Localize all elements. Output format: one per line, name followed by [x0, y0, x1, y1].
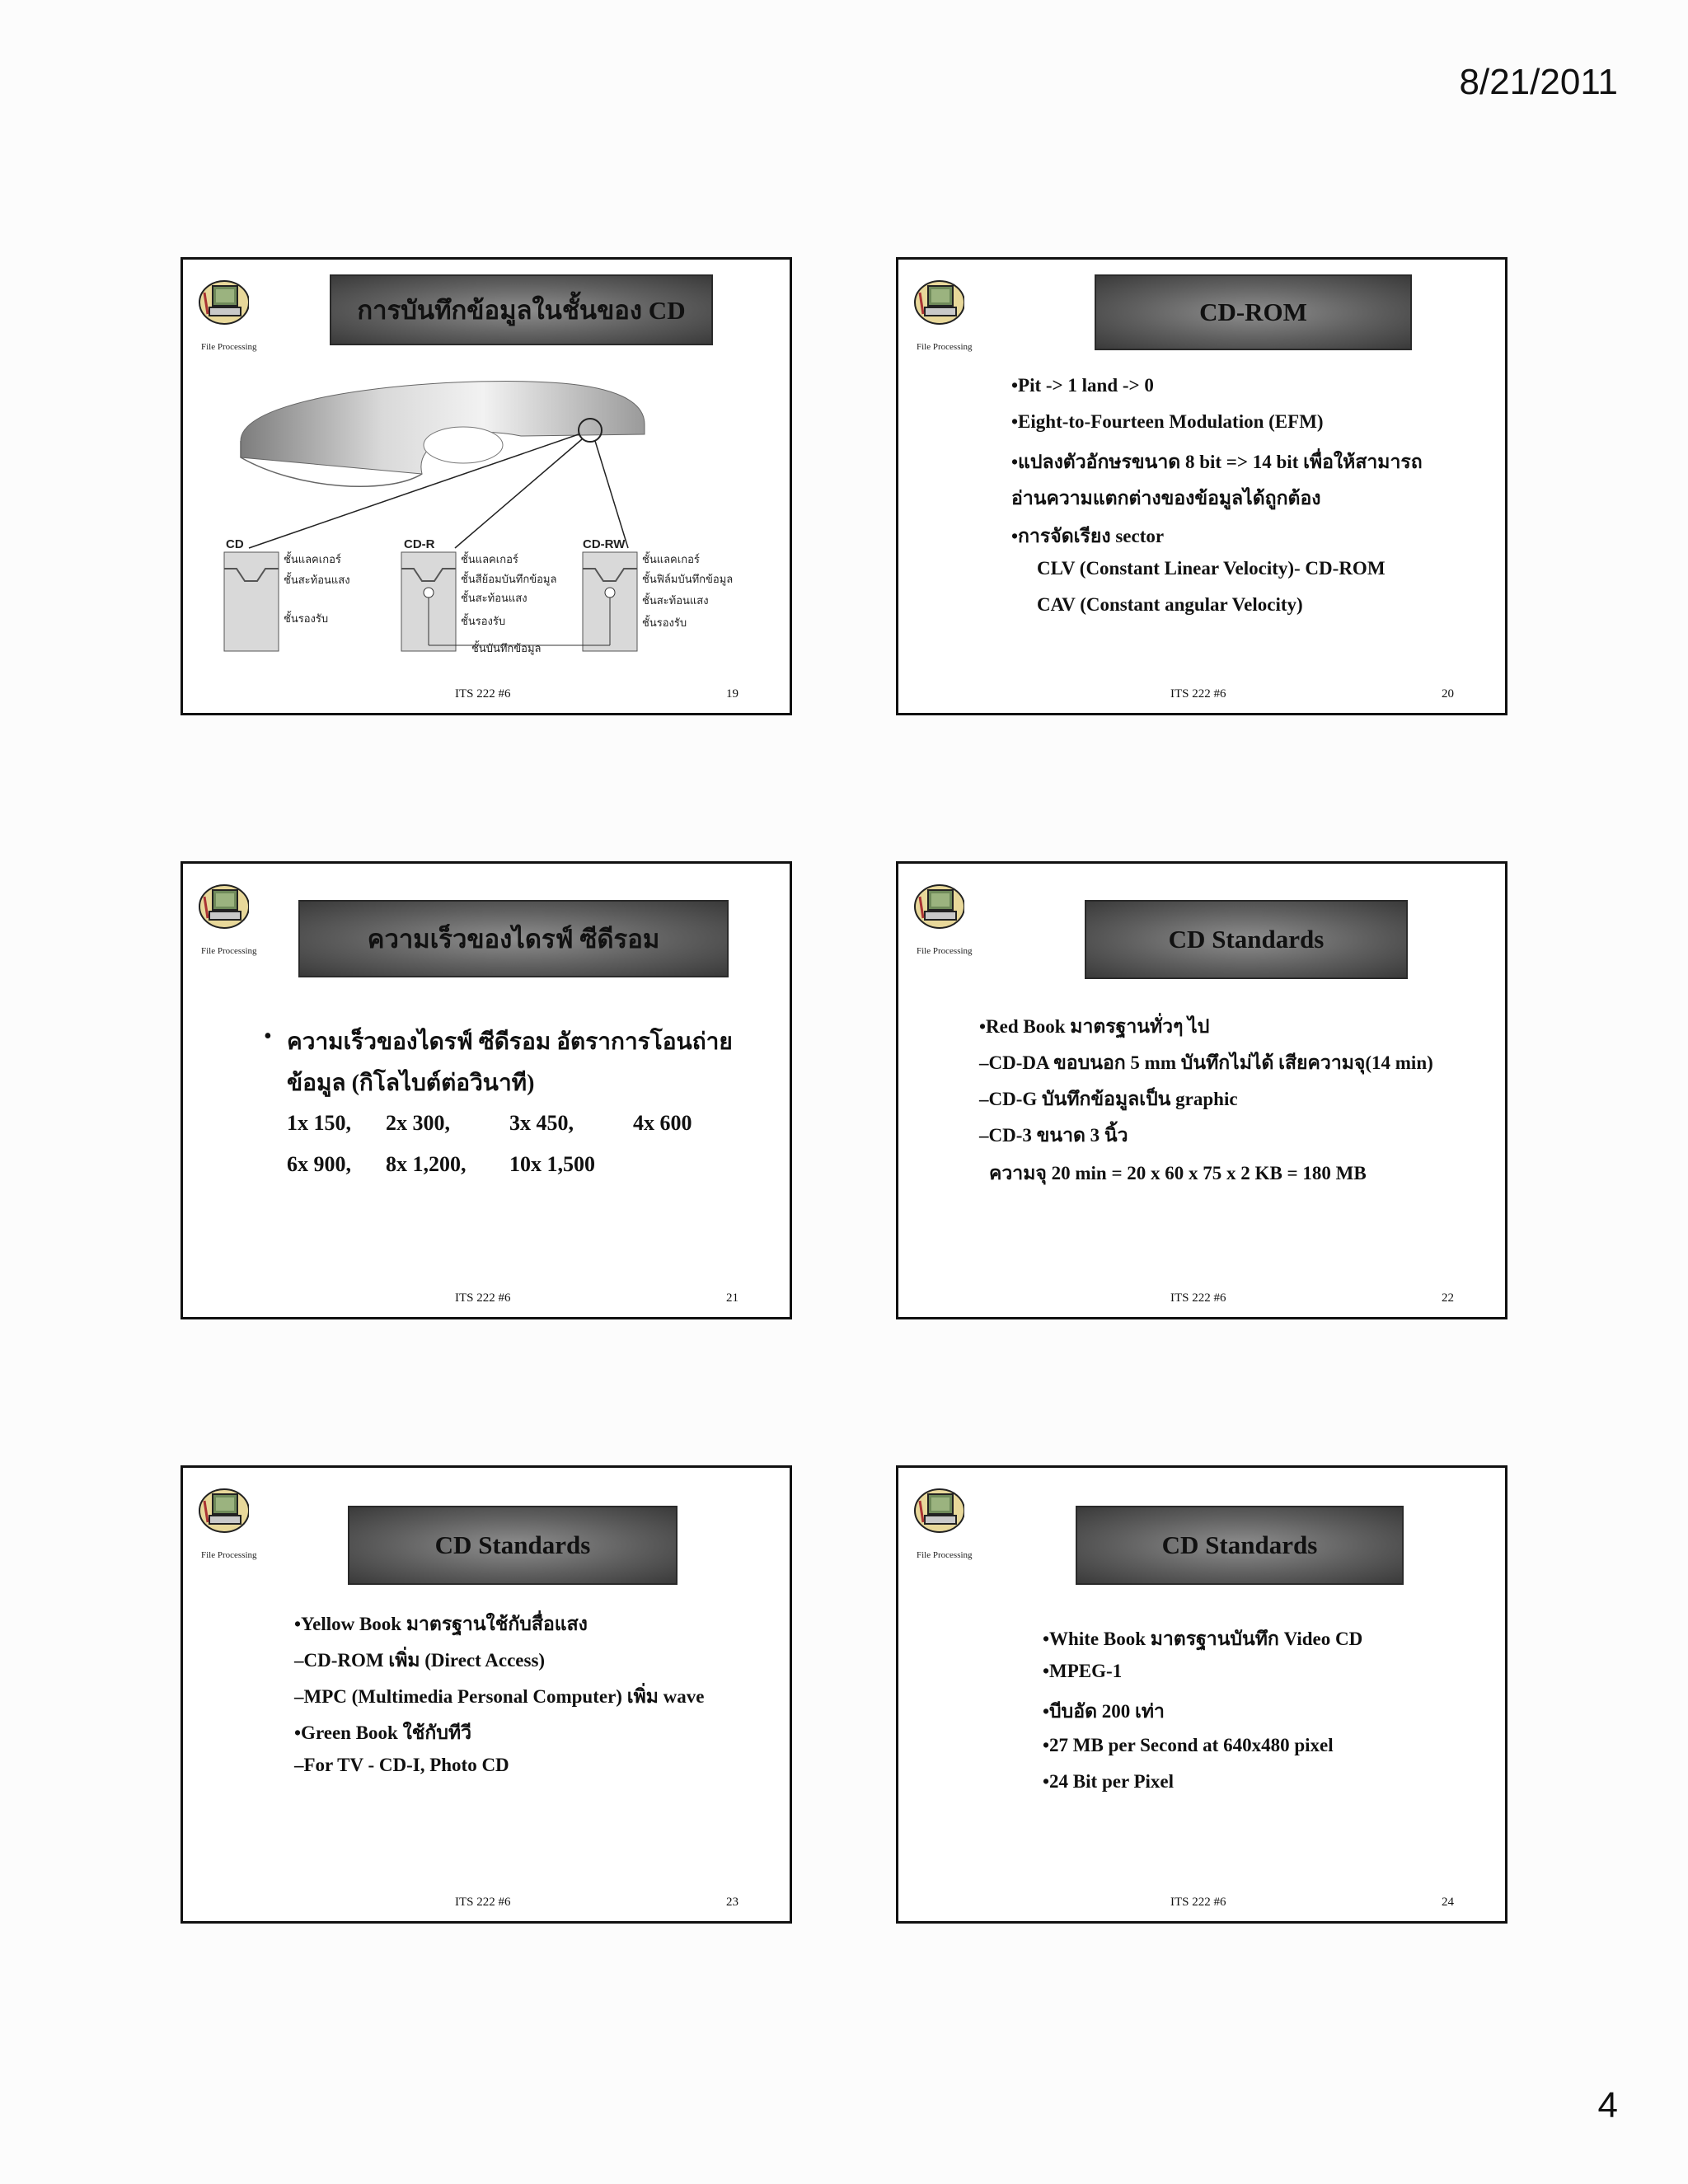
- slide-title: CD Standards: [1085, 900, 1408, 979]
- body-line: ความเร็วของไดรฟ์ ซีดีรอม อัตราการโอนถ่าย: [287, 1029, 733, 1055]
- body-line: อ่านความแตกต่างของข้อมูลได้ถูกต้อง: [1011, 488, 1321, 509]
- computer-clipart-icon: [198, 882, 249, 930]
- logo-caption: File Processing: [201, 342, 257, 352]
- logo-caption: File Processing: [917, 1550, 973, 1560]
- logo-caption: File Processing: [917, 946, 973, 956]
- slide-number: 24: [1442, 1896, 1454, 1909]
- body-line: CAV (Constant angular Velocity): [1037, 594, 1303, 615]
- cdr-layer-label: ชั้นสีย้อมบันทึกข้อมูล: [461, 574, 557, 586]
- cdr-layer-label: ชั้นสะท้อนแสง: [461, 593, 528, 605]
- body-line: •แปลงตัวอักษรขนาด 8 bit => 14 bit เพื่อให้สามารถ: [1011, 452, 1423, 472]
- body-line: –CD-DA ขอบนอก 5 mm บันทึกไม่ได้ เสียความจุ(14 min): [979, 1052, 1433, 1073]
- body-line: •Pit -> 1 land -> 0: [1011, 375, 1154, 396]
- body-line: –For TV - CD-I, Photo CD: [294, 1755, 509, 1775]
- speed-value: 6x 900,: [287, 1152, 351, 1176]
- cd-layer-label: ชั้นแลคเกอร์: [284, 554, 341, 566]
- computer-clipart-icon: [198, 1486, 249, 1534]
- slide-21: [181, 861, 792, 1319]
- cdrw-layer-label: ชั้นสะท้อนแสง: [642, 595, 709, 607]
- slide-22: [896, 861, 1507, 1319]
- cd-layer-label: ชั้นสะท้อนแสง: [284, 574, 350, 587]
- record-layer-label: ชั้นบันทึกข้อมูล: [471, 643, 542, 655]
- slide-number: 19: [726, 687, 738, 701]
- body-line: –CD-ROM เพิ่ม (Direct Access): [294, 1650, 546, 1671]
- cd-label: CD: [226, 537, 244, 551]
- page-date: 8/21/2011: [1459, 62, 1618, 102]
- body-line: •Yellow Book มาตรฐานใช้กับสื่อแสง: [294, 1614, 588, 1634]
- body-line: •White Book มาตรฐานบันทึก Video CD: [1043, 1629, 1363, 1649]
- speed-value: 3x 450,: [509, 1111, 574, 1135]
- slide-title: ความเร็วของไดรฟ์ ซีดีรอม: [298, 900, 729, 977]
- cdrw-layer-label: ชั้นฟิล์มบันทึกข้อมูล: [642, 574, 734, 586]
- slide-number: 21: [726, 1291, 738, 1305]
- speed-row: [287, 1111, 692, 1136]
- speed-value: 8x 1,200,: [386, 1152, 467, 1176]
- logo-caption: File Processing: [201, 946, 257, 956]
- body-line: ข้อมูล (กิโลไบต์ต่อวินาที): [287, 1071, 535, 1096]
- slide-title: การบันทึกข้อมูลในชั้นของ CD: [330, 274, 713, 345]
- body-line: ความจุ 20 min = 20 x 60 x 75 x 2 KB = 180 MB: [989, 1163, 1367, 1183]
- computer-clipart-icon: [913, 1486, 964, 1534]
- body-line: •MPEG-1: [1043, 1661, 1123, 1681]
- slide-23: [181, 1465, 792, 1924]
- cdr-layer-label: ชั้นรองรับ: [461, 616, 506, 628]
- cdrw-label: CD-RW: [583, 537, 626, 551]
- body-line: –MPC (Multimedia Personal Computer) เพิ่ม wave: [294, 1686, 705, 1707]
- slide-footer: ITS 222 #6: [1170, 1896, 1226, 1909]
- body-line: •24 Bit per Pixel: [1043, 1771, 1175, 1792]
- speed-row: [287, 1152, 595, 1177]
- slide-title: CD Standards: [1076, 1506, 1404, 1585]
- slide-footer: ITS 222 #6: [455, 1896, 511, 1909]
- body-line: •การจัดเรียง sector: [1011, 526, 1165, 546]
- body-line: •27 MB per Second at 640x480 pixel: [1043, 1735, 1334, 1755]
- body-line: •บีบอัด 200 เท่า: [1043, 1701, 1165, 1722]
- body-line: CLV (Constant Linear Velocity)- CD-ROM: [1037, 558, 1386, 579]
- cdr-label: CD-R: [404, 537, 435, 551]
- logo-caption: File Processing: [201, 1550, 257, 1560]
- cdrw-layer-label: ชั้นแลคเกอร์: [642, 554, 700, 566]
- slide-24: [896, 1465, 1507, 1924]
- slide-number: 20: [1442, 687, 1454, 701]
- slide-number: 22: [1442, 1291, 1454, 1305]
- body-line: •Red Book มาตรฐานทั่วๆ ไป: [979, 1016, 1210, 1037]
- slide-title: CD-ROM: [1095, 274, 1412, 350]
- slide-20: [896, 257, 1507, 715]
- cd-layers-diagram: [216, 375, 752, 655]
- body-line: •Green Book ใช้กับทีวี: [294, 1722, 472, 1743]
- body-line: –CD-G บันทึกข้อมูลเป็น graphic: [979, 1089, 1238, 1109]
- slide-footer: ITS 222 #6: [455, 1291, 511, 1305]
- cdrw-layer-label: ชั้นรองรับ: [642, 617, 687, 630]
- slide-19: [181, 257, 792, 715]
- speed-value: 4x 600: [633, 1111, 692, 1135]
- speed-value: 1x 150,: [287, 1111, 351, 1135]
- slide-footer: ITS 222 #6: [1170, 1291, 1226, 1305]
- speed-value: 2x 300,: [386, 1111, 450, 1135]
- computer-clipart-icon: [913, 882, 964, 930]
- body-line: –CD-3 ขนาด 3 นิ้ว: [979, 1125, 1128, 1146]
- cd-layer-label: ชั้นรองรับ: [284, 613, 329, 626]
- slide-title: CD Standards: [348, 1506, 678, 1585]
- computer-clipart-icon: [198, 278, 249, 326]
- body-line: •Eight-to-Fourteen Modulation (EFM): [1011, 411, 1324, 432]
- speed-value: 10x 1,500: [509, 1152, 595, 1176]
- computer-clipart-icon: [913, 278, 964, 326]
- slide-footer: ITS 222 #6: [455, 687, 511, 701]
- cdr-layer-label: ชั้นแลคเกอร์: [461, 554, 518, 566]
- bullet-marker: •: [264, 1024, 272, 1049]
- slide-number: 23: [726, 1896, 738, 1909]
- logo-caption: File Processing: [917, 342, 973, 352]
- slide-footer: ITS 222 #6: [1170, 687, 1226, 701]
- page-number: 4: [1597, 2085, 1618, 2125]
